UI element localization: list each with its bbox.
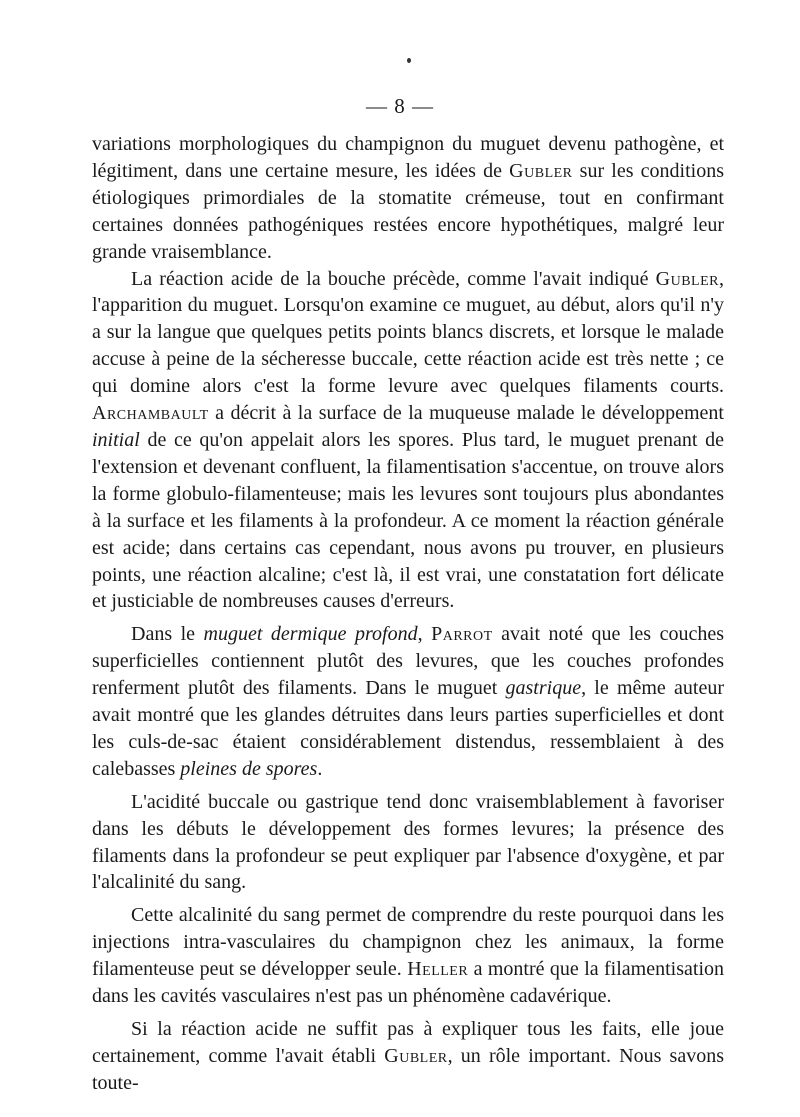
paragraph-4 (92, 789, 724, 897)
author-name: Archambault (92, 402, 209, 425)
paragraph-2 (92, 266, 724, 616)
text-segment: Dans le (131, 623, 204, 646)
paragraph-6 (92, 1016, 724, 1097)
page-number: — 8 — (366, 94, 434, 118)
text-segment: avait noté que les couches superficielles contiennent plutôt des levures, que les couches profondes renferment plutôt des filaments. Dans le muguet (92, 623, 725, 700)
author-name: Gubler (384, 1044, 448, 1067)
text-segment: La réaction acide de la bouche précède, comme l'avait indiqué (131, 267, 656, 290)
author-name: Gubler (509, 159, 573, 182)
text-segment: a montré que la filamentisation dans les cavités vasculaires n'est pas un phénomène cadavérique. (92, 958, 724, 1008)
italic-term: initial (92, 428, 140, 451)
author-name: Gubler (655, 267, 719, 290)
italic-term: gastrique (505, 677, 582, 700)
italic-term: muguet dermique profond (203, 623, 418, 646)
body-text (92, 131, 724, 1097)
paragraph-5 (92, 902, 724, 1010)
ink-speck (407, 58, 411, 63)
text-segment: , un rôle important. Nous savons toute- (92, 1044, 725, 1094)
text-segment: , l'apparition du muguet. Lorsqu'on examine ce muguet, au début, alors qu'il n'y a sur la langue que quelques petits points blancs discrets, et lorsque le malade accuse à peine de la sécheresse buccale, cette réaction acide est très nette ; ce qui domine alors c'est la forme levure avec quelques filaments courts. (92, 267, 724, 398)
text-segment: a décrit à la surface de la muqueuse malade le développement (208, 402, 724, 425)
text-segment: sur les conditions étiologiques primordiales de la stomatite crémeuse, tout en confirmant certaines données pathogéniques restées encore hypothétiques, malgré leur grande vraisemblance. (92, 159, 724, 263)
author-name: Parrot (431, 623, 493, 646)
paragraph-3 (92, 621, 724, 782)
author-name: Heller (407, 958, 469, 981)
text-segment: , le même auteur avait montré que les glandes détruites dans leurs parties superficielles et dont les culs-de-sac étaient considérablement distendus, ressemblaient à des calebasses (92, 677, 724, 780)
text-segment: de ce qu'on appelait alors les spores. Plus tard, le muguet prenant de l'extension et devenant confluent, la filamentisation s'accentue, on trouve alors la forme globulo-filamenteuse; mais les levures sont toujours plus abondantes à la surface et les filaments à la profondeur. A ce moment la réaction générale est acide; dans certains cas cependant, nous avons pu trouver, en plusieurs points, une réaction alcaline; c'est là, il est vrai, une constatation fort délicate et justiciable de nombreuses causes d'erreurs. (92, 428, 724, 613)
paragraph-1 (92, 131, 724, 266)
text-segment: Si la réaction acide ne suffit pas à expliquer tous les faits, elle joue certainement, comme l'avait établi (92, 1018, 724, 1067)
text-segment: Cette alcalinité du sang permet de comprendre du reste pourquoi dans les injections intra-vasculaires du champignon chez les animaux, la forme filamenteuse peut se développer seule. (92, 904, 724, 981)
text-segment: . (317, 757, 323, 780)
text-segment: variations morphologiques du champignon du muguet devenu pathogène, et légitiment, dans une certaine mesure, les idées de (92, 133, 724, 182)
italic-term: pleines de spores (180, 757, 318, 780)
text-segment: , (417, 623, 432, 646)
text-segment: L'acidité buccale ou gastrique tend donc vraisemblablement à favoriser dans les débuts le développement des formes levures; la présence des filaments dans la profondeur se peut expliquer par l'absence d'oxygène, et par l'alcalinité du sang. (92, 790, 724, 894)
